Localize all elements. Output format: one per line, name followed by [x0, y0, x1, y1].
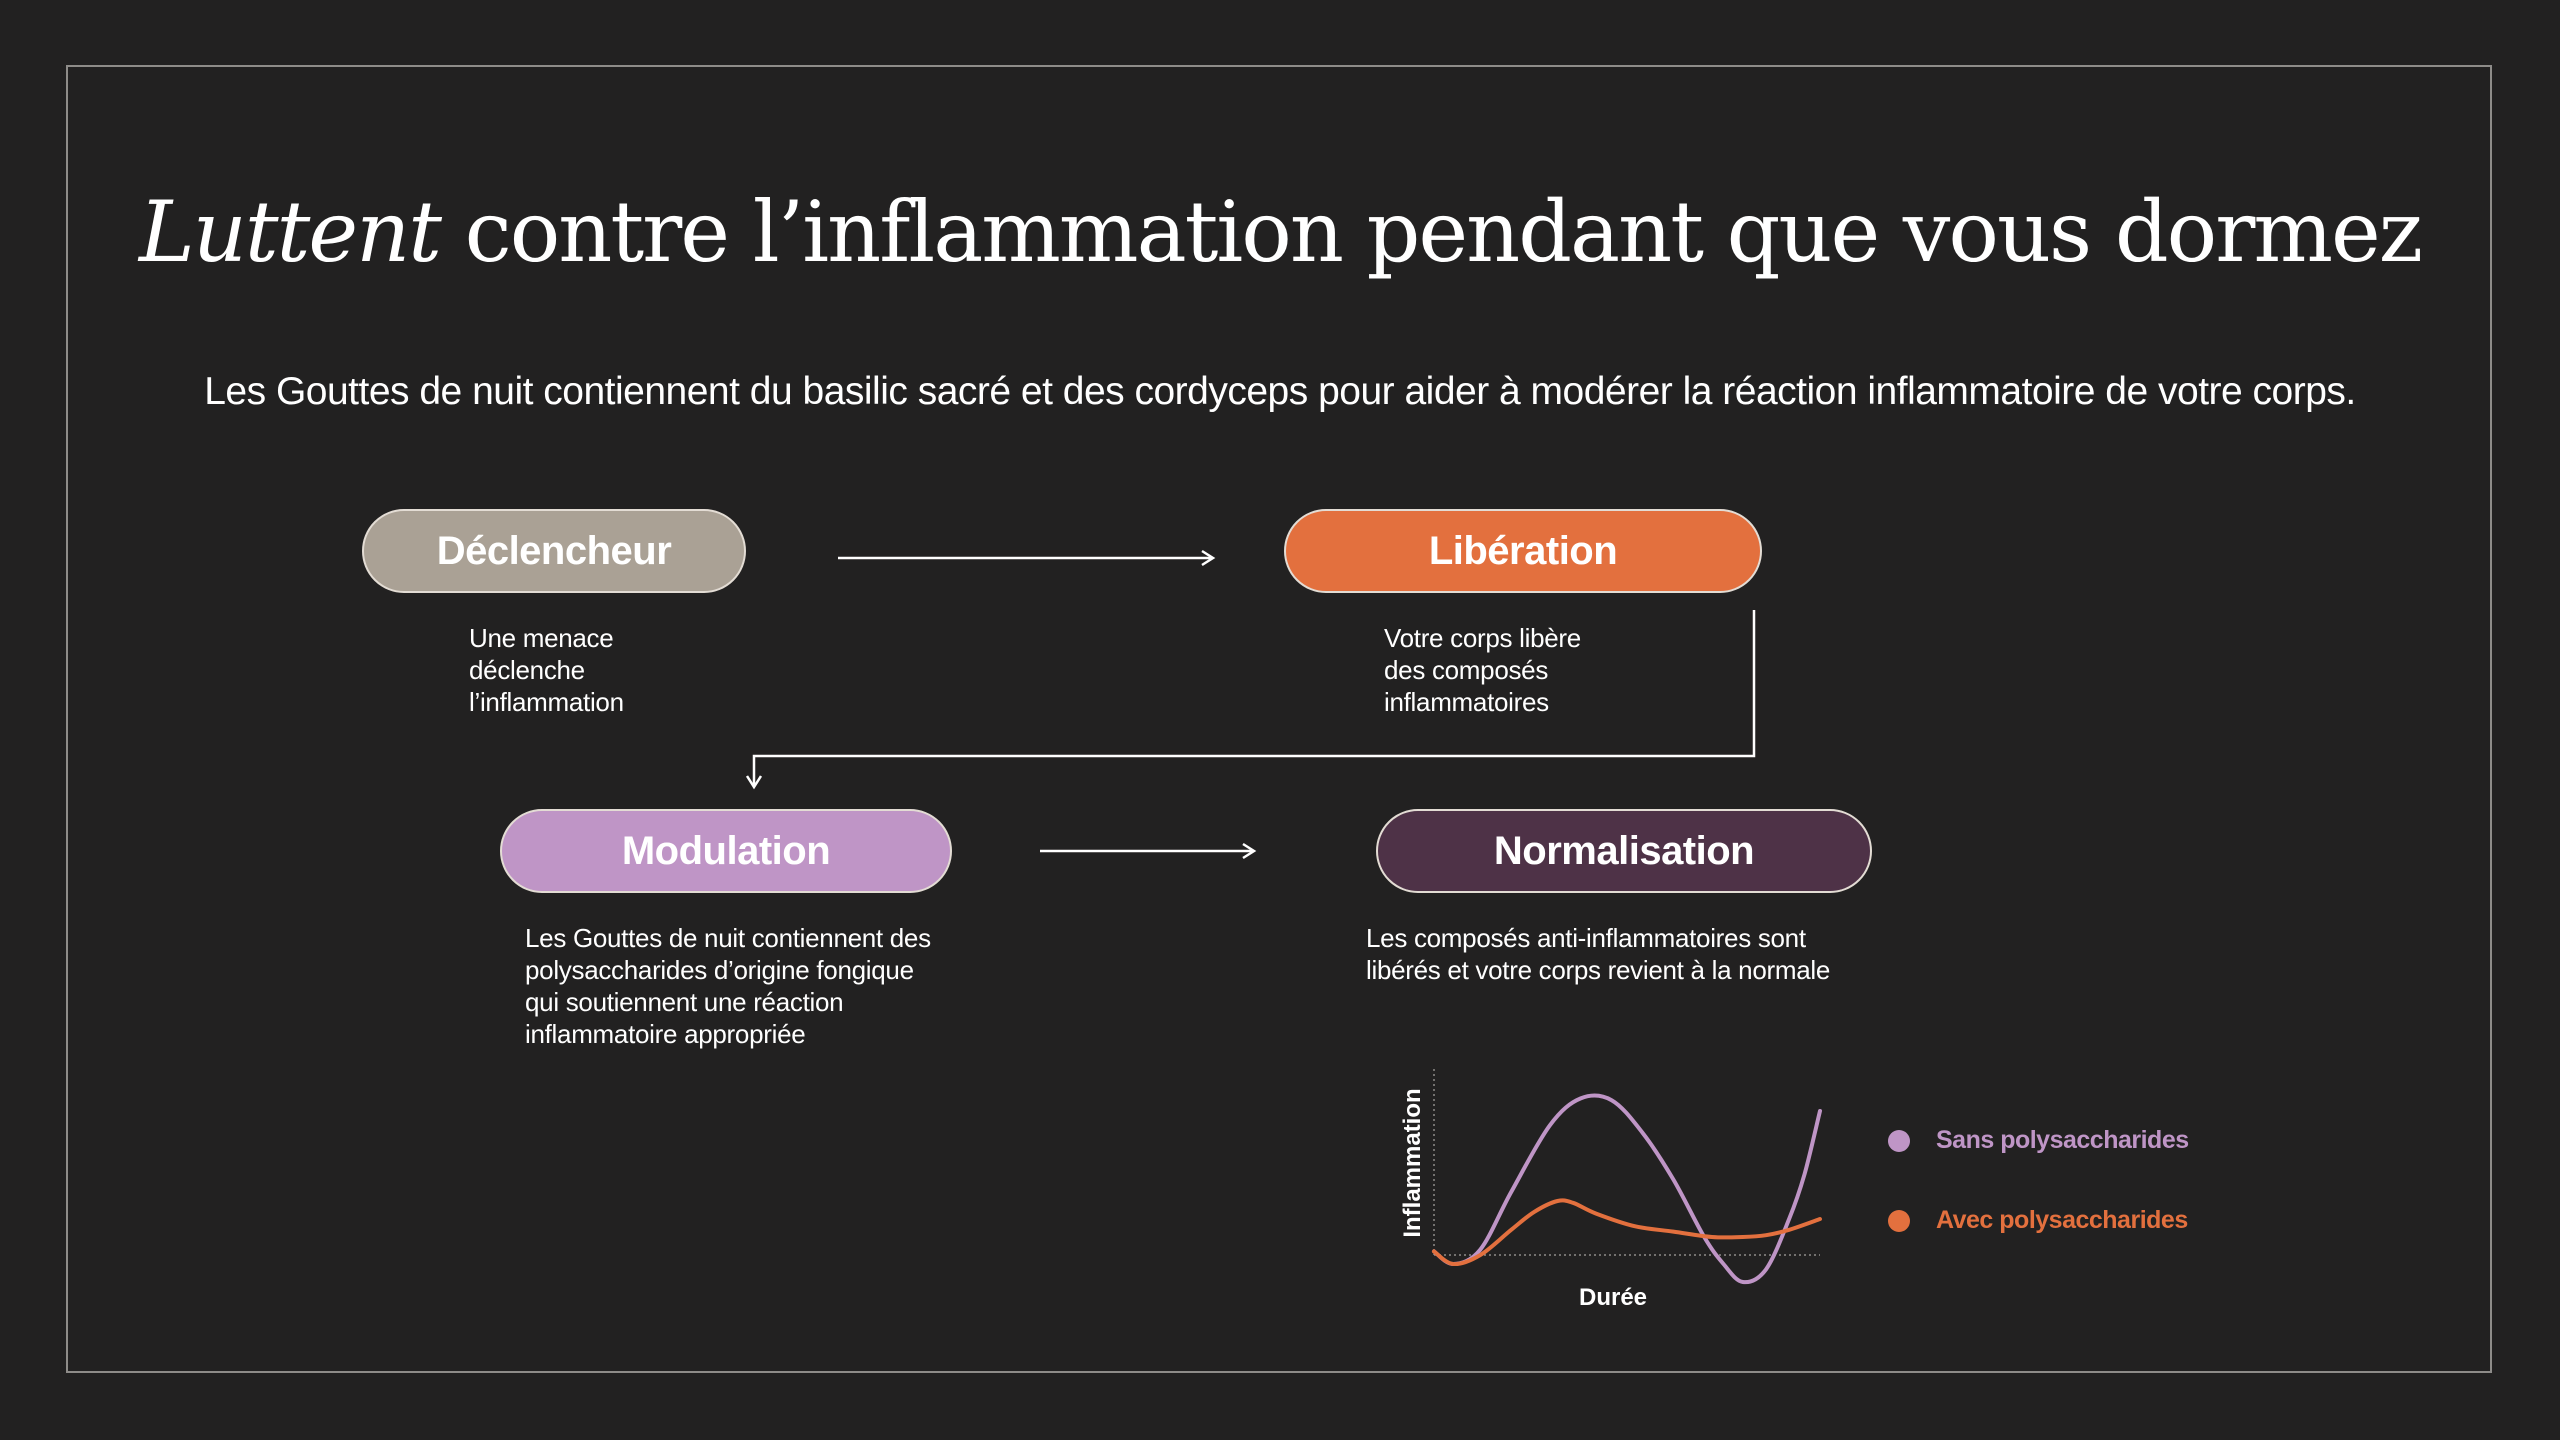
desc-line: des composés — [1384, 655, 1549, 685]
step-desc-modulation — [525, 922, 931, 1050]
legend-item-sans-polysaccharides — [1888, 1126, 2189, 1155]
desc-line: Une menace — [469, 623, 614, 653]
desc-line: Les Gouttes de nuit contiennent des — [525, 923, 931, 953]
step-desc-declencheur — [469, 622, 624, 718]
legend-dot-icon — [1888, 1210, 1910, 1232]
step-desc-normalisation — [1366, 922, 1830, 986]
desc-line: Les composés anti-inflammatoires sont — [1366, 923, 1806, 953]
series-line-sans-polysaccharides — [1434, 1096, 1820, 1283]
page-subtitle: Les Gouttes de nuit contiennent du basilic sacré et des cordyceps pour aider à modérer la réaction inflammatoire de votre corps. — [204, 370, 2356, 413]
desc-line: inflammatoires — [1384, 687, 1549, 717]
desc-line: déclenche — [469, 655, 585, 685]
desc-line: libérés et votre corps revient à la normale — [1366, 955, 1830, 985]
arrow-release-to-modulation — [754, 610, 1754, 786]
inflammation-chart — [1360, 1055, 1840, 1325]
desc-line: qui soutiennent une réaction — [525, 987, 844, 1017]
step-pill-modulation: Modulation — [500, 809, 952, 893]
title-emphasis: Luttent — [139, 183, 440, 281]
title-rest: contre l’inflammation pendant que vous dormez — [439, 183, 2421, 281]
y-axis-label: Inflammation — [1399, 1088, 1426, 1238]
step-pill-liberation: Libération — [1284, 509, 1762, 593]
step-desc-liberation — [1384, 622, 1581, 718]
desc-line: inflammatoire appropriée — [525, 1019, 806, 1049]
legend-label: Sans polysaccharides — [1936, 1126, 2189, 1154]
step-pill-declencheur: Déclencheur — [362, 509, 746, 593]
step-pill-normalisation: Normalisation — [1376, 809, 1872, 893]
legend-label: Avec polysaccharides — [1936, 1206, 2188, 1234]
desc-line: l’inflammation — [469, 687, 624, 717]
legend-dot-icon — [1888, 1130, 1910, 1152]
legend-item-avec-polysaccharides — [1888, 1206, 2188, 1235]
desc-line: polysaccharides d’origine fongique — [525, 955, 914, 985]
desc-line: Votre corps libère — [1384, 623, 1581, 653]
x-axis-label: Durée — [1578, 1284, 1648, 1311]
